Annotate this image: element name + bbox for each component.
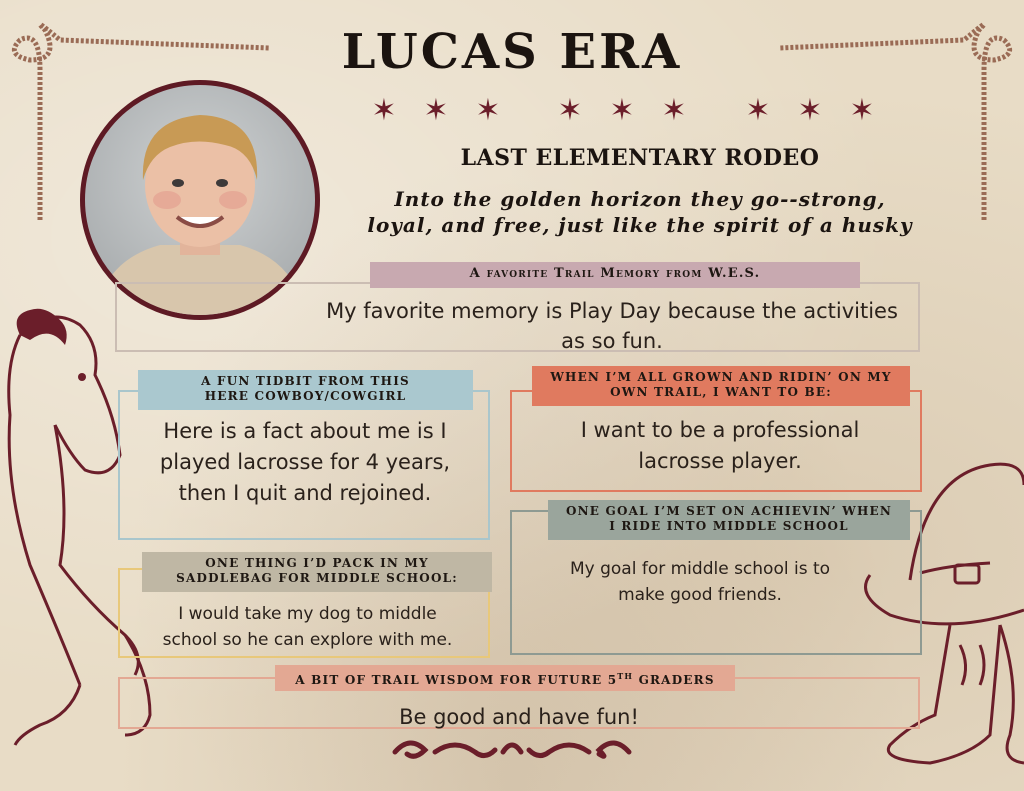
grown-up-line: lacrosse player. xyxy=(638,449,802,473)
saddlebag-heading-line: SADDLEBAG FOR MIDDLE SCHOOL: xyxy=(176,571,458,585)
tidbit-heading xyxy=(138,370,473,410)
goal-text xyxy=(520,556,880,608)
memory-line: as so fun. xyxy=(561,329,663,353)
star-icon: ✶ xyxy=(609,93,635,128)
wisdom-heading xyxy=(275,665,735,691)
flourish-ornament xyxy=(385,730,639,770)
tagline-line: loyal, and free, just like the spirit of a husky xyxy=(367,213,913,237)
star-icon: ✶ xyxy=(849,93,875,128)
star-icon: ✶ xyxy=(661,93,687,128)
saddlebag-line: school so he can explore with me. xyxy=(162,630,453,650)
tidbit-line: Here is a fact about me is I xyxy=(163,419,447,443)
memory-text xyxy=(300,296,924,356)
tidbit-text xyxy=(130,416,480,509)
tidbit-line: then I quit and rejoined. xyxy=(178,481,432,505)
wisdom-heading-sup: TH xyxy=(617,671,634,681)
saddlebag-text xyxy=(125,601,490,653)
saddlebag-line: I would take my dog to middle xyxy=(178,604,437,624)
star-icon: ✶ xyxy=(797,93,823,128)
grown-up-line: I want to be a professional xyxy=(580,418,860,442)
goal-heading-line: I RIDE INTO MIDDLE SCHOOL xyxy=(609,519,849,533)
grown-up-heading xyxy=(532,366,910,406)
grown-up-heading-line: WHEN I’M ALL GROWN AND RIDIN’ ON MY xyxy=(550,370,892,384)
star-icon: ✶ xyxy=(557,93,583,128)
wisdom-heading-tail: GRADERS xyxy=(633,673,715,687)
star-icon: ✶ xyxy=(475,93,501,128)
tidbit-heading-line: A FUN TIDBIT FROM THIS xyxy=(201,374,410,388)
memory-line: My favorite memory is Play Day because the activities xyxy=(326,299,898,323)
tidbit-line: played lacrosse for 4 years, xyxy=(159,450,451,474)
star-icon: ✶ xyxy=(423,93,449,128)
goal-heading xyxy=(548,500,910,540)
goal-line: My goal for middle school is to xyxy=(569,559,831,579)
wisdom-text: Be good and have fun! xyxy=(399,705,639,729)
star-icon: ✶ xyxy=(371,93,397,128)
tagline xyxy=(330,186,950,238)
goal-heading-line: ONE GOAL I’M SET ON ACHIEVIN’ WHEN xyxy=(565,504,893,518)
tagline-line: Into the golden horizon they go--strong, xyxy=(394,187,886,211)
star-icon: ✶ xyxy=(745,93,771,128)
subtitle: LAST ELEMENTARY RODEO xyxy=(460,145,820,171)
wisdom-heading-text: A BIT OF TRAIL WISDOM FOR FUTURE 5 xyxy=(295,673,618,687)
grown-up-heading-line: OWN TRAIL, I WANT TO BE: xyxy=(610,385,832,399)
tidbit-heading-line: HERE COWBOY/COWGIRL xyxy=(204,389,407,403)
goal-line: make good friends. xyxy=(618,585,782,605)
page-title: LUCAS ERA xyxy=(341,24,683,80)
grown-up-text xyxy=(530,415,910,477)
memory-heading: A favorite Trail Memory from W.E.S. xyxy=(370,262,860,288)
saddlebag-heading-line: ONE THING I’D PACK IN MY xyxy=(205,556,429,570)
saddlebag-heading xyxy=(142,552,492,592)
